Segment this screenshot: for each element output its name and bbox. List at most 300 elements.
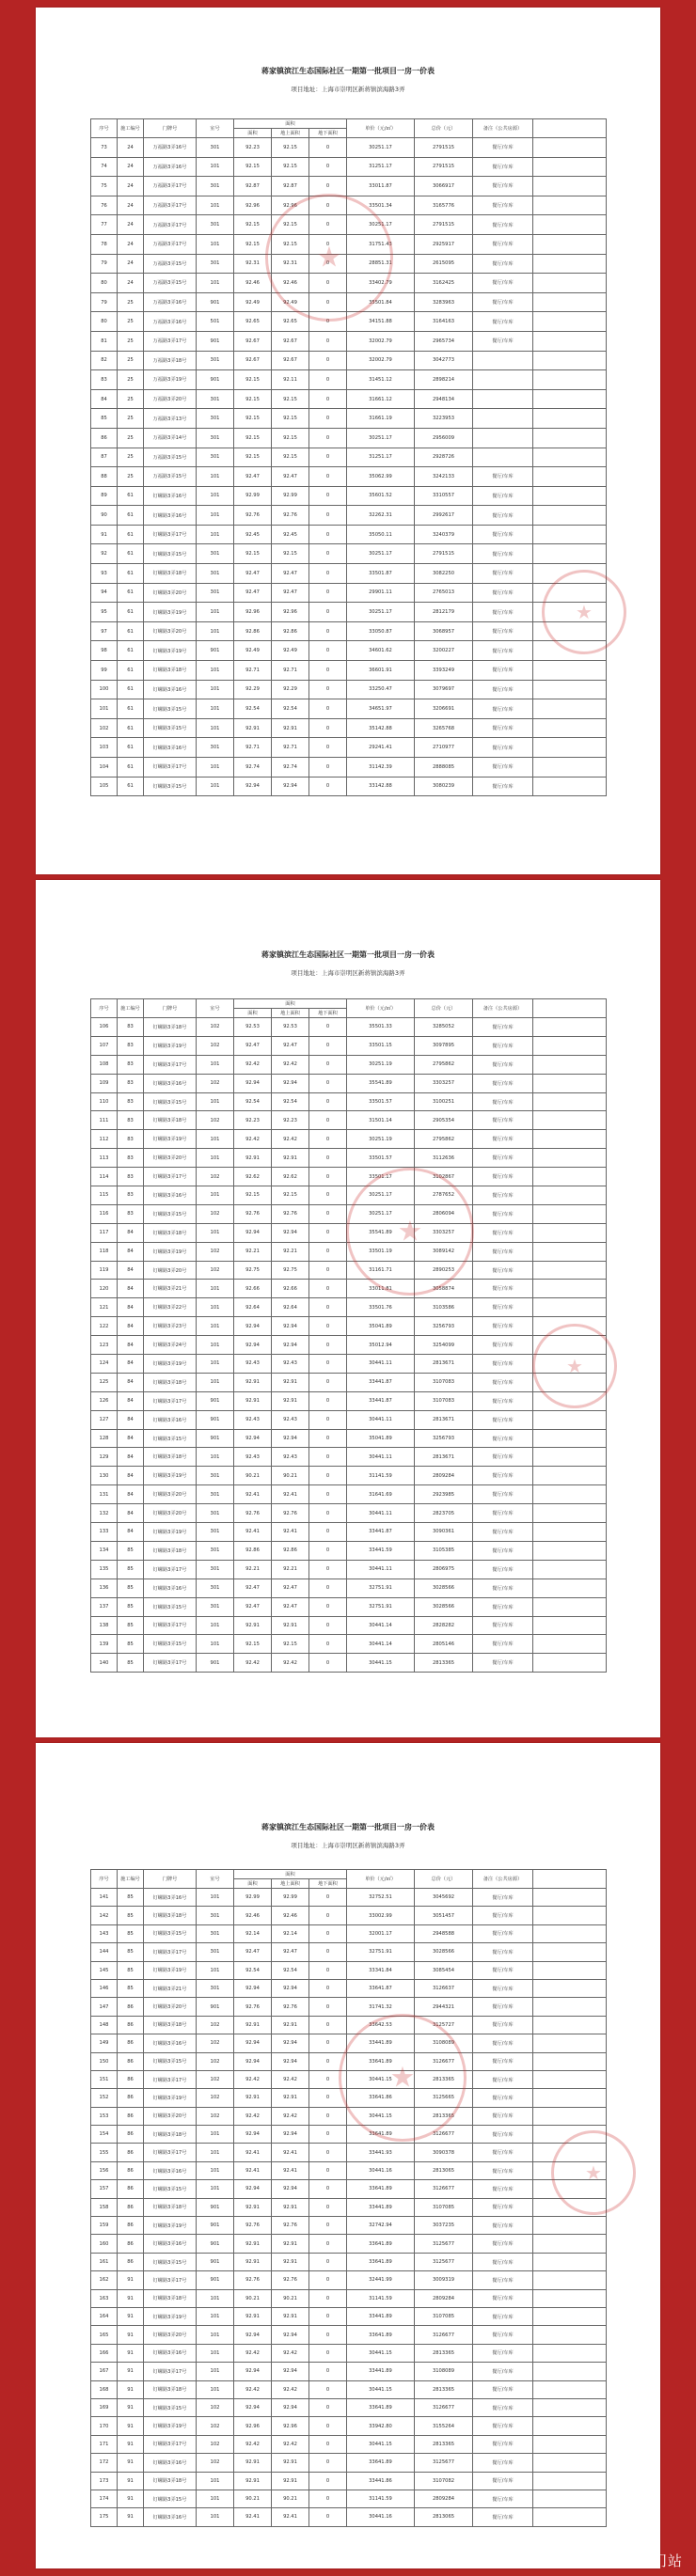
cell-remark: 餐厅/车库 [473, 1223, 533, 1242]
cell-area: 92.42 [234, 2070, 272, 2088]
table-row [91, 292, 607, 312]
cell-room: 901 [197, 2253, 234, 2270]
cell-door: 万福路3弄17号 [144, 196, 197, 215]
cell-below-area: 0 [309, 409, 347, 429]
cell-door: 钉螺路3弄18号 [144, 1448, 197, 1467]
cell-above-area: 92.47 [272, 467, 309, 487]
cell-spacer [533, 2289, 607, 2307]
header-unit-price: 单价（元/㎡） [347, 1870, 415, 1889]
cell-above-area: 92.41 [272, 1485, 309, 1504]
cell-unit-price: 32751.91 [347, 1597, 415, 1616]
cell-above-area: 92.67 [272, 351, 309, 370]
cell-area: 92.46 [234, 1907, 272, 1924]
cell-unit-price: 33441.89 [347, 2198, 415, 2216]
cell-room: 101 [197, 157, 234, 177]
table-row [91, 603, 607, 622]
cell-total-price: 3126677 [415, 2398, 473, 2416]
cell-area: 92.47 [234, 1597, 272, 1616]
cell-above-area: 92.91 [272, 2472, 309, 2490]
cell-area: 92.94 [234, 2126, 272, 2144]
cell-door: 钉螺路3弄15号 [144, 2180, 197, 2198]
cell-spacer [533, 274, 607, 293]
cell-seq: 160 [91, 2235, 118, 2253]
cell-remark: 餐厅/车库 [473, 1429, 533, 1448]
cell-building: 84 [118, 1355, 144, 1374]
table-row [91, 428, 607, 448]
cell-spacer [533, 1130, 607, 1149]
cell-total-price: 3393249 [415, 661, 473, 681]
cell-building: 61 [118, 621, 144, 641]
header-remark: 备注（公共房源） [473, 999, 533, 1018]
cell-area: 92.42 [234, 2107, 272, 2125]
cell-room: 101 [197, 1223, 234, 1242]
cell-seq: 106 [91, 1018, 118, 1037]
cell-door: 钉螺路3弄17号 [144, 1943, 197, 1961]
cell-total-price: 3082250 [415, 564, 473, 584]
cell-room: 301 [197, 583, 234, 603]
cell-room: 102 [197, 2454, 234, 2472]
header-seq: 序号 [91, 1870, 118, 1889]
cell-unit-price: 32751.91 [347, 1579, 415, 1597]
cell-total-price: 3240379 [415, 525, 473, 544]
cell-spacer [533, 2126, 607, 2144]
cell-below-area: 0 [309, 312, 347, 332]
cell-total-price: 3165776 [415, 196, 473, 215]
header-building: 施工编号 [118, 1870, 144, 1889]
cell-seq: 175 [91, 2508, 118, 2526]
cell-remark: 餐厅/车库 [473, 2454, 533, 2472]
cell-remark: 餐厅/车库 [473, 274, 533, 293]
table-row [91, 370, 607, 390]
table-row [91, 1943, 607, 1961]
cell-unit-price: 33641.89 [347, 2454, 415, 2472]
cell-spacer [533, 1523, 607, 1542]
table-row [91, 1373, 607, 1391]
cell-area: 92.91 [234, 2253, 272, 2270]
cell-building: 85 [118, 1889, 144, 1907]
cell-remark: 餐厅/车库 [473, 661, 533, 681]
table-row [91, 2435, 607, 2453]
cell-spacer [533, 2380, 607, 2398]
cell-room: 301 [197, 389, 234, 409]
table-row [91, 351, 607, 370]
cell-total-price: 2791515 [415, 138, 473, 158]
cell-room: 101 [197, 777, 234, 796]
cell-unit-price: 33441.93 [347, 2144, 415, 2161]
cell-area: 92.71 [234, 738, 272, 758]
cell-unit-price: 34651.97 [347, 699, 415, 719]
cell-remark: 餐厅/车库 [473, 2198, 533, 2216]
cell-above-area: 92.42 [272, 2107, 309, 2125]
cell-door: 钉螺路3弄19号 [144, 641, 197, 661]
cell-total-price: 2809284 [415, 2289, 473, 2307]
cell-total-price: 2905354 [415, 1111, 473, 1130]
cell-total-price: 3126677 [415, 2180, 473, 2198]
cell-remark: 餐厅/车库 [473, 2070, 533, 2088]
cell-spacer [533, 196, 607, 215]
cell-above-area: 92.91 [272, 1149, 309, 1168]
cell-total-price: 3126677 [415, 2126, 473, 2144]
cell-building: 91 [118, 2508, 144, 2526]
cell-room: 301 [197, 738, 234, 758]
cell-total-price: 3107085 [415, 2198, 473, 2216]
header-remark: 备注（公共房源） [473, 1870, 533, 1889]
cell-above-area: 92.87 [272, 177, 309, 196]
cell-door: 钉螺路3弄16号 [144, 1410, 197, 1429]
cell-area: 92.62 [234, 1168, 272, 1186]
cell-spacer [533, 2107, 607, 2125]
cell-seq: 131 [91, 1485, 118, 1504]
cell-seq: 98 [91, 641, 118, 661]
cell-building: 86 [118, 2089, 144, 2107]
cell-total-price: 3155264 [415, 2417, 473, 2435]
header-building: 施工编号 [118, 119, 144, 138]
cell-unit-price: 34151.88 [347, 312, 415, 332]
cell-below-area: 0 [309, 680, 347, 699]
cell-total-price: 2923985 [415, 1485, 473, 1504]
cell-area: 92.15 [234, 215, 272, 235]
cell-below-area: 0 [309, 2363, 347, 2380]
cell-above-area: 92.43 [272, 1355, 309, 1374]
cell-area: 92.47 [234, 1943, 272, 1961]
cell-below-area: 0 [309, 2144, 347, 2161]
cell-room: 301 [197, 1485, 234, 1504]
cell-door: 钉螺路3弄15号 [144, 1635, 197, 1654]
cell-building: 61 [118, 486, 144, 506]
cell-unit-price: 30441.11 [347, 1560, 415, 1579]
cell-below-area: 0 [309, 331, 347, 351]
cell-above-area: 92.21 [272, 1560, 309, 1579]
table-row [91, 525, 607, 544]
cell-area: 92.41 [234, 2144, 272, 2161]
cell-unit-price: 30251.17 [347, 544, 415, 564]
cell-door: 钉螺路3弄18号 [144, 1907, 197, 1924]
cell-building: 85 [118, 1560, 144, 1579]
header-spacer [533, 999, 607, 1018]
cell-total-price: 3125677 [415, 2454, 473, 2472]
cell-unit-price: 33501.57 [347, 1092, 415, 1111]
cell-below-area: 0 [309, 370, 347, 390]
cell-door: 钉螺路3弄19号 [144, 1242, 197, 1261]
table-row [91, 331, 607, 351]
cell-door: 钉螺路3弄19号 [144, 1130, 197, 1149]
cell-area: 92.91 [234, 1373, 272, 1391]
cell-below-area: 0 [309, 177, 347, 196]
cell-area: 92.54 [234, 1961, 272, 1979]
cell-total-price: 2791515 [415, 157, 473, 177]
cell-total-price: 3042773 [415, 351, 473, 370]
cell-below-area: 0 [309, 2126, 347, 2144]
cell-total-price: 3283963 [415, 292, 473, 312]
cell-door: 钉螺路3弄18号 [144, 2198, 197, 2216]
cell-remark: 餐厅/车库 [473, 1523, 533, 1542]
cell-room: 101 [197, 1373, 234, 1391]
cell-seq: 94 [91, 583, 118, 603]
cell-door: 钉螺路3弄20号 [144, 583, 197, 603]
cell-remark: 餐厅/车库 [473, 215, 533, 235]
cell-spacer [533, 1242, 607, 1261]
cell-below-area: 0 [309, 718, 347, 738]
header-total-price: 总价（元） [415, 1870, 473, 1889]
cell-area: 92.76 [234, 1998, 272, 2016]
cell-room: 101 [197, 2289, 234, 2307]
cell-building: 61 [118, 738, 144, 758]
table-row [91, 1579, 607, 1597]
cell-room: 301 [197, 177, 234, 196]
cell-spacer [533, 1391, 607, 1410]
cell-building: 84 [118, 1280, 144, 1298]
cell-unit-price: 33501.87 [347, 564, 415, 584]
cell-door: 钉螺路3弄17号 [144, 1654, 197, 1673]
cell-seq: 83 [91, 370, 118, 390]
cell-remark: 餐厅/车库 [473, 1074, 533, 1092]
cell-remark: 餐厅/车库 [473, 138, 533, 158]
cell-below-area: 0 [309, 1560, 347, 1579]
cell-above-area: 92.91 [272, 2454, 309, 2472]
cell-room: 301 [197, 428, 234, 448]
cell-door: 钉螺路3弄20号 [144, 2326, 197, 2344]
cell-spacer [533, 2472, 607, 2490]
cell-spacer [533, 2344, 607, 2362]
cell-room: 101 [197, 2326, 234, 2344]
cell-building: 91 [118, 2417, 144, 2435]
cell-below-area: 0 [309, 467, 347, 487]
cell-total-price: 2813671 [415, 1448, 473, 1467]
cell-area: 92.43 [234, 1448, 272, 1467]
cell-total-price: 2791515 [415, 215, 473, 235]
cell-area: 92.67 [234, 331, 272, 351]
cell-seq: 81 [91, 331, 118, 351]
cell-above-area: 92.62 [272, 1168, 309, 1186]
cell-below-area: 0 [309, 138, 347, 158]
cell-door: 钉螺路3弄15号 [144, 2253, 197, 2270]
cell-door: 钉螺路3弄19号 [144, 1467, 197, 1485]
cell-door: 万福路3弄16号 [144, 312, 197, 332]
cell-building: 83 [118, 1111, 144, 1130]
cell-door: 钉螺路3弄16号 [144, 1074, 197, 1092]
cell-door: 万福路3弄16号 [144, 138, 197, 158]
cell-remark: 餐厅/车库 [473, 1961, 533, 1979]
cell-total-price: 3126637 [415, 1979, 473, 1997]
cell-seq: 125 [91, 1373, 118, 1391]
cell-above-area: 92.42 [272, 1130, 309, 1149]
cell-room: 901 [197, 292, 234, 312]
cell-room: 101 [197, 525, 234, 544]
cell-remark: 餐厅/车库 [473, 641, 533, 661]
cell-spacer [533, 718, 607, 738]
cell-seq: 137 [91, 1597, 118, 1616]
cell-door: 万福路3弄17号 [144, 331, 197, 351]
cell-above-area: 92.49 [272, 641, 309, 661]
cell-room: 101 [197, 506, 234, 526]
cell-door: 钉螺路3弄18号 [144, 1111, 197, 1130]
cell-area: 92.94 [234, 2326, 272, 2344]
cell-building: 86 [118, 1998, 144, 2016]
cell-below-area: 0 [309, 1448, 347, 1467]
cell-total-price: 2823705 [415, 1504, 473, 1523]
cell-unit-price: 30441.14 [347, 1616, 415, 1635]
cell-door: 钉螺路3弄18号 [144, 661, 197, 681]
cell-building: 84 [118, 1373, 144, 1391]
cell-total-price: 3303257 [415, 1074, 473, 1092]
cell-room: 101 [197, 2344, 234, 2362]
cell-seq: 129 [91, 1448, 118, 1467]
cell-door: 钉螺路3弄16号 [144, 486, 197, 506]
cell-above-area: 92.54 [272, 1092, 309, 1111]
cell-seq: 114 [91, 1168, 118, 1186]
cell-remark: 餐厅/车库 [473, 680, 533, 699]
cell-seq: 79 [91, 254, 118, 274]
cell-below-area: 0 [309, 234, 347, 254]
cell-area: 92.94 [234, 1336, 272, 1355]
cell-unit-price: 30441.11 [347, 1448, 415, 1467]
cell-spacer [533, 1504, 607, 1523]
cell-seq: 123 [91, 1336, 118, 1355]
cell-unit-price: 30251.19 [347, 1055, 415, 1074]
table-row [91, 2107, 607, 2125]
cell-spacer [533, 2016, 607, 2034]
cell-total-price: 3107082 [415, 2472, 473, 2490]
cell-unit-price: 33641.89 [347, 2253, 415, 2270]
cell-above-area: 92.42 [272, 2344, 309, 2362]
table-row [91, 215, 607, 235]
cell-below-area: 0 [309, 2217, 347, 2235]
cell-above-area: 92.41 [272, 1523, 309, 1542]
header-seq: 序号 [91, 119, 118, 138]
cell-building: 91 [118, 2380, 144, 2398]
cell-door: 钉螺路3弄17号 [144, 1168, 197, 1186]
cell-door: 钉螺路3弄18号 [144, 2472, 197, 2490]
cell-room: 101 [197, 1149, 234, 1168]
cell-spacer [533, 1280, 607, 1298]
cell-area: 92.94 [234, 2180, 272, 2198]
cell-spacer [533, 1597, 607, 1616]
cell-unit-price: 33501.17 [347, 1168, 415, 1186]
cell-room: 901 [197, 1391, 234, 1410]
table-row [91, 2144, 607, 2161]
cell-building: 25 [118, 448, 144, 467]
cell-above-area: 92.76 [272, 1204, 309, 1223]
cell-area: 92.86 [234, 621, 272, 641]
cell-unit-price: 30251.17 [347, 1204, 415, 1223]
cell-building: 83 [118, 1130, 144, 1149]
cell-building: 84 [118, 1504, 144, 1523]
cell-area: 92.99 [234, 1889, 272, 1907]
cell-door: 钉螺路3弄23号 [144, 1317, 197, 1336]
cell-area: 92.86 [234, 1541, 272, 1560]
cell-remark: 餐厅/车库 [473, 1616, 533, 1635]
cell-area: 92.43 [234, 1410, 272, 1429]
cell-below-area: 0 [309, 2344, 347, 2362]
cell-building: 84 [118, 1429, 144, 1448]
cell-remark: 餐厅/车库 [473, 2344, 533, 2362]
cell-remark: 餐厅/车库 [473, 2435, 533, 2453]
cell-seq: 155 [91, 2144, 118, 2161]
cell-below-area: 0 [309, 1261, 347, 1280]
cell-seq: 120 [91, 1280, 118, 1298]
cell-spacer [533, 138, 607, 158]
cell-room: 101 [197, 2126, 234, 2144]
cell-door: 钉螺路3弄22号 [144, 1298, 197, 1317]
cell-above-area: 92.47 [272, 1597, 309, 1616]
cell-above-area: 92.15 [272, 215, 309, 235]
cell-total-price: 2806975 [415, 1560, 473, 1579]
cell-room: 301 [197, 1924, 234, 1942]
cell-above-area: 92.41 [272, 2161, 309, 2179]
cell-unit-price: 32002.79 [347, 351, 415, 370]
header-below-area: 地下面积 [309, 129, 347, 138]
cell-spacer [533, 506, 607, 526]
cell-remark: 餐厅/车库 [473, 1560, 533, 1579]
cell-room: 101 [197, 2490, 234, 2507]
cell-remark: 餐厅/车库 [473, 603, 533, 622]
cell-above-area: 92.41 [272, 2508, 309, 2526]
cell-spacer [533, 2454, 607, 2472]
cell-area: 92.42 [234, 2435, 272, 2453]
cell-room: 901 [197, 1410, 234, 1429]
cell-spacer [533, 661, 607, 681]
cell-remark: 餐厅/车库 [473, 699, 533, 719]
cell-above-area: 92.54 [272, 1961, 309, 1979]
table-row [91, 1186, 607, 1205]
table-row [91, 2161, 607, 2179]
cell-spacer [533, 1635, 607, 1654]
cell-remark: 餐厅/车库 [473, 1204, 533, 1223]
cell-door: 钉螺路3弄19号 [144, 2089, 197, 2107]
cell-below-area: 0 [309, 544, 347, 564]
cell-unit-price: 32752.51 [347, 1889, 415, 1907]
header-unit-price: 单价（元/㎡） [347, 999, 415, 1018]
cell-unit-price: 33942.80 [347, 2417, 415, 2435]
cell-total-price: 3107083 [415, 1373, 473, 1391]
cell-remark: 餐厅/车库 [473, 1635, 533, 1654]
cell-unit-price: 32441.99 [347, 2271, 415, 2289]
header-door: 门牌号 [144, 1870, 197, 1889]
cell-unit-price: 30251.17 [347, 1186, 415, 1205]
cell-area: 92.15 [234, 544, 272, 564]
cell-seq: 108 [91, 1055, 118, 1074]
table-row [91, 2289, 607, 2307]
cell-area: 92.94 [234, 2034, 272, 2052]
cell-remark: 餐厅/车库 [473, 1597, 533, 1616]
cell-below-area: 0 [309, 2198, 347, 2216]
price-sheet-page-3 [36, 1743, 660, 2568]
cell-area: 92.41 [234, 2508, 272, 2526]
cell-remark: 餐厅/车库 [473, 1943, 533, 1961]
cell-building: 25 [118, 292, 144, 312]
cell-door: 万福路3弄15号 [144, 467, 197, 487]
cell-seq: 167 [91, 2363, 118, 2380]
cell-remark: 餐厅/车库 [473, 1654, 533, 1673]
cell-building: 84 [118, 1448, 144, 1467]
cell-spacer [533, 680, 607, 699]
cell-area: 92.15 [234, 157, 272, 177]
cell-area: 92.41 [234, 1485, 272, 1504]
cell-building: 86 [118, 2217, 144, 2235]
cell-total-price: 3242133 [415, 467, 473, 487]
cell-door: 钉螺路3弄16号 [144, 2235, 197, 2253]
table-row [91, 2363, 607, 2380]
cell-area: 92.47 [234, 1036, 272, 1055]
cell-below-area: 0 [309, 777, 347, 796]
cell-remark: 餐厅/车库 [473, 1280, 533, 1298]
cell-door: 钉螺路3弄17号 [144, 2271, 197, 2289]
cell-below-area: 0 [309, 2508, 347, 2526]
table-row [91, 2016, 607, 2034]
cell-spacer [533, 1889, 607, 1907]
cell-seq: 89 [91, 486, 118, 506]
cell-seq: 104 [91, 758, 118, 778]
